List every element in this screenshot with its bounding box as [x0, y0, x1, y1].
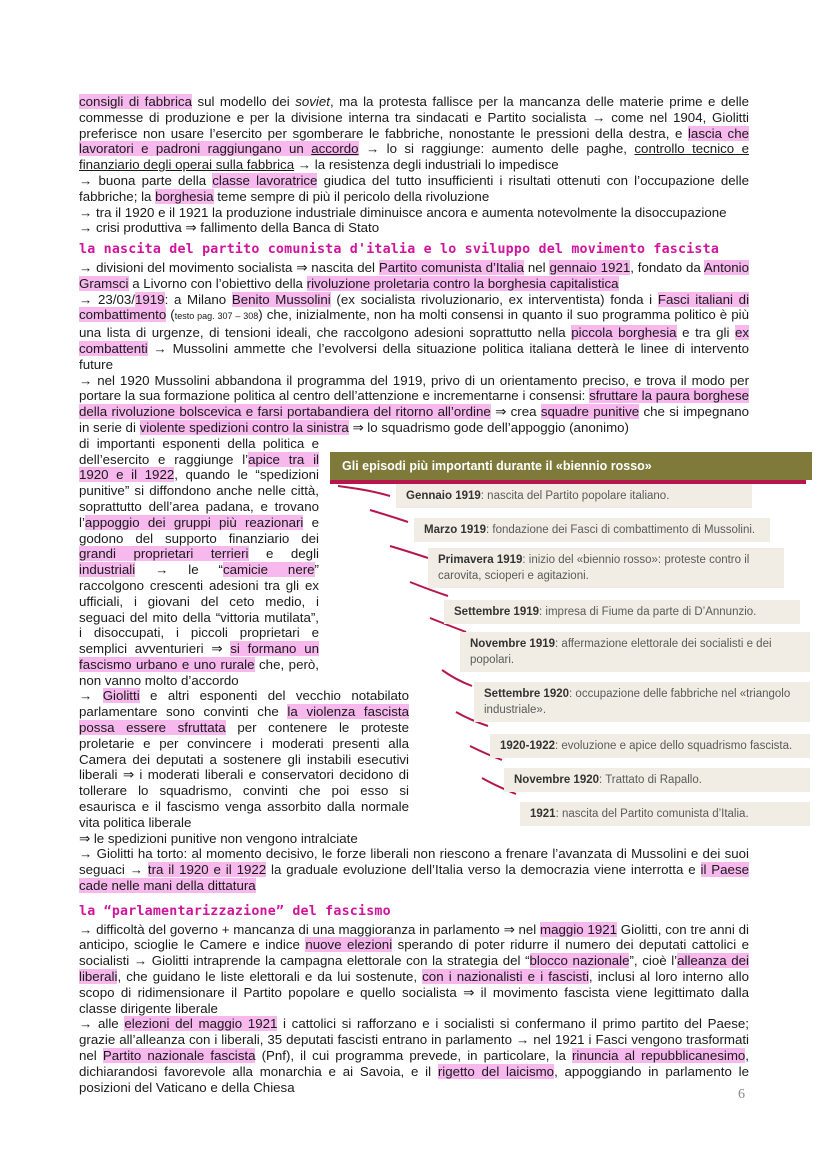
highlight: si formano un fascismo urbano e uno rurale — [79, 641, 320, 672]
text: soviet — [295, 94, 330, 109]
highlight: piccola borghesia — [571, 325, 677, 341]
highlight: ex combattenti — [79, 325, 750, 356]
highlight: alleanza dei liberali — [79, 953, 750, 985]
text: → lo si raggiunge: aumento delle paghe, — [358, 141, 635, 157]
highlight: rinuncia al repubblicanesimo — [571, 1048, 746, 1064]
highlight: camicie nere — [222, 562, 315, 578]
highlight: con i nazionalisti e i fascisti — [422, 969, 589, 985]
text: , che guidano le liste elettorali e da lui sostenute, — [117, 969, 423, 985]
timeline-item — [396, 484, 752, 508]
text: → — [79, 688, 103, 704]
text: → le “ — [135, 562, 223, 578]
text: e godono del supporto finanziario dei — [79, 514, 319, 546]
highlight: industriali — [79, 562, 136, 578]
text: nel — [524, 259, 550, 275]
text: teme sempre di più il pericolo della rivoluzione — [213, 188, 490, 204]
text: giudica del tutto insufficienti i risultati ottenuti con l’occupazione delle fabbriche; la — [79, 172, 749, 204]
timeline-text: : impresa di Fiume da parte di D’Annunzio. — [539, 606, 757, 618]
text: → difficoltà del governo + mancanza di una maggioranza in parlamento ⇒ nel — [79, 921, 541, 937]
highlight: tra il 1920 e il 1922 — [147, 862, 267, 878]
highlight: squadre punitive — [540, 404, 640, 420]
highlight: appoggio dei gruppi più reazionari — [84, 514, 304, 530]
timeline-date: Marzo 1919 — [424, 524, 487, 536]
highlight: rigetto del laicismo — [437, 1063, 555, 1079]
highlight: violente spedizioni contro la sinistra — [139, 419, 349, 435]
text: → buona parte della — [79, 172, 213, 188]
text: Giolitti, con tre anni di anticipo, scioglie le Camere e indice — [79, 921, 750, 953]
timeline-date: 1920-1922 — [500, 740, 555, 752]
highlight: blocco nazionale — [529, 953, 630, 969]
timeline-date: Novembre 1919 — [470, 638, 556, 650]
timeline-date: 1921 — [530, 808, 556, 820]
text: a Livorno con l’obiettivo della — [128, 275, 307, 291]
timeline-item — [520, 802, 810, 826]
timeline-text: : nascita del Partito comunista d’Italia. — [555, 808, 749, 820]
text: ”, cioè l’ — [629, 953, 678, 969]
text: : a Milano — [164, 291, 232, 307]
text: → la resistenza degli industriali lo impedisce — [294, 157, 559, 173]
highlight: la violenza fascista possa essere sfruttata — [79, 704, 409, 736]
paragraph — [79, 292, 749, 373]
timeline-date: Settembre 1920 — [484, 688, 570, 700]
text: → divisioni del movimento socialista ⇒ nascita del — [79, 259, 379, 275]
highlight: Partito comunista d’Italia — [378, 259, 525, 275]
text: → nel 1920 Mussolini abbandona il programma del 1919, privo di un orientamento preciso, e trova il modo per portare la sua formazione politica al centro dell’attenzione e incrementarne i consensi: — [79, 372, 749, 404]
text: che, però, non vanno molto d’accordo — [79, 656, 319, 688]
text: ( — [166, 307, 175, 323]
highlight: accordo — [311, 141, 359, 157]
timeline-item — [428, 548, 784, 588]
highlight: lascia che lavoratori e padroni raggiungano un — [79, 125, 749, 157]
timeline-date: Primavera 1919 — [438, 554, 523, 566]
text: , fondato da — [630, 259, 704, 275]
text: → Giolitti ha torto: al momento decisivo, le forze liberali non riescono a frenare l’avanzata di Mussolini e dei suoi seguaci → — [79, 846, 749, 878]
highlight: Partito nazionale fascista — [102, 1048, 256, 1064]
highlight: apice tra il 1920 e il 1922 — [79, 451, 319, 483]
highlight: elezioni del maggio 1921 — [124, 1016, 278, 1032]
highlight: gennaio 1921 — [549, 259, 631, 275]
highlight: grandi proprietari terrieri — [79, 546, 249, 562]
text: → 23/03/ — [79, 291, 135, 307]
text: i cattolici si rafforzano e i socialisti si confermano il primo partito del Paese; grazie all’alleanza con i liberali, 35 deputati fascisti entrano in parlamento → nel 1921 i Fasci vengono trasformati nel — [79, 1016, 749, 1064]
section-heading: la “parlamentarizzazione” del fascismo — [79, 903, 391, 919]
text: ” raccolgono crescenti adesioni tra gli ex ufficiali, i giovani del ceto medio, i seguaci del mito della “vittoria mutilata”, i disoccupati, i piccoli proprietari e semplici avventurieri ⇒ — [79, 562, 319, 657]
paragraph — [79, 846, 749, 893]
timeline-text: : inizio del «biennio rosso»: proteste contro il carovita, scioperi e agitazioni. — [438, 554, 750, 582]
highlight: sfruttare la paura borghese della rivoluzione bolscevica e farsi portabandiera del ritorno all’ordine — [79, 388, 749, 420]
timeline-text: : Trattato di Rapallo. — [599, 774, 702, 786]
text: la graduale evoluzione dell’Italia verso la democrazia viene interrotta e — [266, 862, 701, 878]
highlight: borghesia — [155, 188, 214, 204]
text: per contenere le proteste proletarie e per convincere i moderati presenti alla Camera dei deputati a sostenere gli instabili esecutivi liberali ⇒ i moderati liberali e conservatori decidono di tollerare lo squadrismo, convinti che poi esso si esaurisca e il fascismo venga assorbito dalla normale vita politica liberale — [79, 720, 409, 830]
paragraph — [79, 260, 749, 292]
paragraph: ⇒ le spedizioni punitive non vengono intralciate — [79, 830, 358, 846]
highlight: Fasci italiani di combattimento — [79, 291, 750, 323]
timeline-text: : occupazione delle fabbriche nel «triangolo industriale». — [484, 688, 791, 716]
text: ) che, inizialmente, non ha molti consensi in quanto il suo programma politico è più una lista di urgenze, di tensioni ideali, che raccolgono adesioni soprattutto nella — [79, 307, 749, 341]
timeline-item — [490, 734, 810, 758]
text: e altri esponenti del vecchio notabilato parlamentare sono convinti che — [79, 688, 409, 720]
timeline-item — [474, 682, 810, 722]
paragraph — [79, 436, 319, 689]
paragraph — [79, 1016, 749, 1095]
intro-paragraph — [79, 94, 749, 173]
underlined-text: controllo tecnico e finanziario degli operai sulla fabbrica — [79, 141, 750, 173]
timeline-item — [504, 768, 810, 792]
paragraph — [79, 922, 749, 1017]
timeline-text: : fondazione dei Fasci di combattimento di Mussolini. — [486, 524, 756, 536]
page-number: 6 — [738, 1087, 745, 1102]
timeline-item — [460, 632, 810, 672]
text: ⇒ crea — [490, 404, 541, 420]
text: , ma la protesta fallisce per la mancanza delle materie prime e delle commesse di produzione e per la divisione interna tra sindacati e Partito socialista → come nel 1904, Giolitti preferisce non usare l’esercito per sgomberare le fabbriche, nonostante le pressioni della destra, e — [79, 94, 750, 141]
text: , inclusi al loro interno allo scopo di ridimensionare il Partito popolare e quello socialista ⇒ il movimento fascista viene legittimato dalla classe dirigente liberale — [79, 969, 750, 1016]
paragraph — [79, 373, 749, 436]
timeline-title: Gli episodi più importanti durante il «biennio rosso» — [330, 452, 812, 480]
text: di importanti esponenti della politica e dell’esercito e raggiunge l’ — [79, 435, 319, 467]
timeline-item — [444, 600, 800, 624]
timeline-date: Novembre 1920 — [514, 774, 600, 786]
timeline-date: Settembre 1919 — [454, 606, 540, 618]
intro-paragraph-2 — [79, 173, 749, 205]
text: → Mussolini ammette che l’evolversi della situazione politica italiana detterà le linee di intervento future — [79, 340, 749, 372]
highlight: 1919 — [134, 291, 165, 307]
timeline-item — [414, 518, 770, 542]
text: → alle — [79, 1016, 125, 1032]
intro-paragraph-4: → crisi produttiva ⇒ fallimento della Banca di Stato — [79, 220, 380, 236]
section-heading: la nascita del partito comunista d'italia e lo sviluppo del movimento fascista — [79, 242, 720, 258]
timeline-text: : evoluzione e apice dello squadrismo fascista. — [555, 740, 793, 752]
timeline-date: Gennaio 1919 — [406, 490, 481, 502]
text: (ex socialista rivoluzionario, ex interventista) fonda i — [330, 291, 658, 307]
highlight: maggio 1921 — [540, 921, 618, 937]
highlight: rivoluzione proletaria contro la borghesia capitalistica — [306, 275, 619, 291]
highlight: Antonio Gramsci — [79, 259, 750, 291]
highlight: nuove elezioni — [305, 937, 393, 953]
text: , dichiarandosi favorevole alla monarchia e ai Savoia, e il — [79, 1048, 749, 1079]
text: (Pnf), il cui programma prevede, in particolare, la — [255, 1048, 572, 1064]
text: e degli — [248, 546, 319, 562]
text: sperando di poter ridurre il numero dei deputati cattolici e socialisti → Giolitti intraprende la campagna elettorale con la strategia del “ — [79, 937, 749, 969]
timeline-box — [330, 452, 812, 832]
text: , appoggiando in parlamento le posizioni del Vaticano e della Chiesa — [79, 1063, 749, 1095]
highlight: consigli di fabbrica — [79, 94, 192, 109]
text: sul modello dei — [191, 94, 296, 109]
text: , quando le “spedizioni punitive” si diffondono anche nelle città, soprattutto dell’area padana, e trovano l’ — [79, 467, 319, 530]
text: che si impegnano in serie di — [79, 404, 750, 435]
intro-paragraph-3: → tra il 1920 e il 1921 la produzione industriale diminuisce ancora e aumenta notevolmente la disoccupazione — [79, 204, 727, 220]
timeline-text: : nascita del Partito popolare italiano. — [480, 490, 670, 502]
highlight: il Paese cade nelle mani della dittatura — [79, 862, 749, 894]
small-text: testo pag. 307 – 308 — [174, 311, 259, 322]
highlight: Giolitti — [102, 688, 140, 704]
text: e tra gli — [676, 325, 735, 341]
highlight: Benito Mussolini — [231, 291, 331, 307]
text: ⇒ lo squadrismo gode dell’appoggio (anonimo) — [348, 419, 629, 435]
timeline-text: : affermazione elettorale dei socialisti e dei popolari. — [470, 638, 772, 666]
highlight: classe lavoratrice — [212, 172, 318, 188]
